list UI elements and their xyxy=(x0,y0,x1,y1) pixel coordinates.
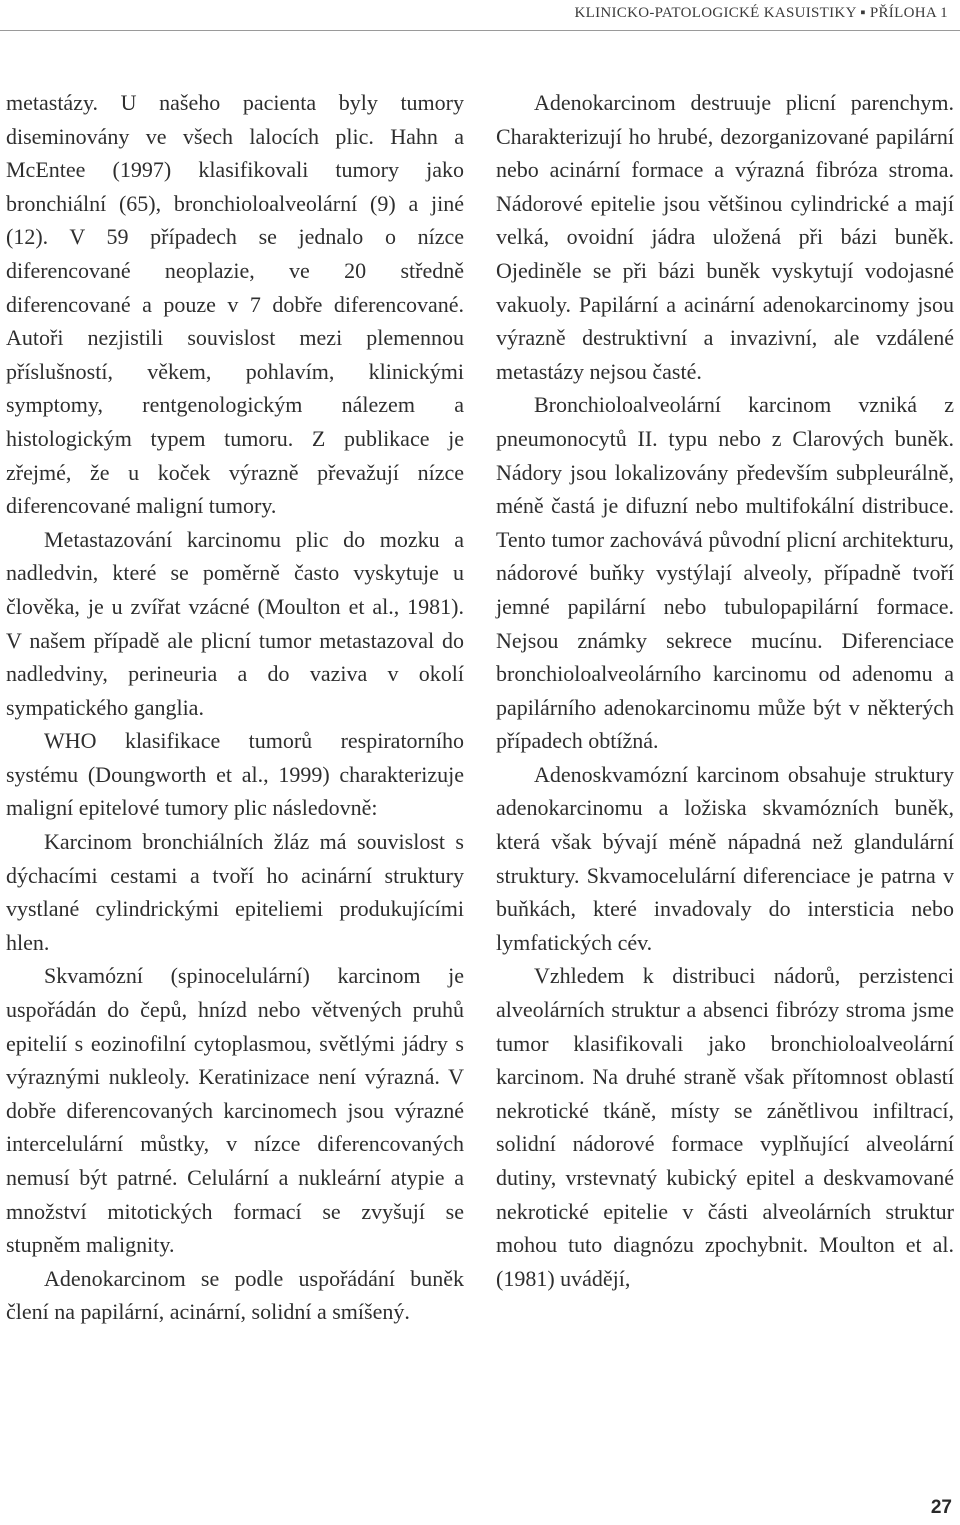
paragraph-adenocarcinoma-types: Adenokarcinom se podle uspořádání buněk člení na papilární, acinární, solidní a smíšený. xyxy=(6,1265,464,1325)
paragraph-squamous-carcinoma: Skvamózní (spinocelulární) karcinom je uspořádán do čepů, hnízd nebo větvených pruhů epitelií s eozinofilní cytoplasmou, světlými jádry s výraznými nukleoly. Keratinizace není výrazná. V dobře diferencovaných karcinomech jsou výrazné intercelulární můstky, v nízce diferencovaných nemusí být patrné. Celulární a nukleární atypie a množství mitotických formací se zvyšují se stupněm malignity. xyxy=(6,963,464,1258)
running-header xyxy=(0,0,960,31)
paragraph-adenosquamous-carcinoma: Adenoskvamózní karcinom obsahuje struktury adenokarcinomu a ložiska skvamózních buněk, která však bývají méně nápadná než glandulární struktury. Skvamocelulární diferenciace je patrna v buňkách, které invadovaly do intersticia nebo lymfatických cév. xyxy=(496,761,954,955)
page-number: 27 xyxy=(930,1497,952,1518)
right-column xyxy=(496,86,954,1295)
left-column xyxy=(6,86,464,1329)
paragraph-case-discussion: Vzhledem k distribuci nádorů, perzistenci alveolárních struktur a absenci fibrózy stroma jsme tumor klasifikovali jako bronchioloalveolární karcinom. Na druhé straně však přítomnost oblastí nekrotické tkáně, místy se zánětlivou infiltrací, solidní nádorové formace vyplňující alveolární dutiny, vrstevnatý kubický epitel a deskvamované nekrotické epitelie v části alveolárních struktur mohou tuto diagnózu zpochybnit. Moulton et al. (1981) uvádějí, xyxy=(496,963,954,1291)
paragraph-continuation: metastázy. U našeho pacienta byly tumory diseminovány ve všech lalocích plic. Hahn a McEntee (1997) klasifikovali tumory jako bronchiální (65), bronchioloalveolární (9) a jiné (12). V 59 případech se jednalo o nízce diferencované neoplazie, ve 20 středně diferencované a pouze v 7 dobře diferencované. Autoři nezjistili souvislost mezi plemennou příslušností, věkem, pohlavím, klinickými symptomy, rentgenologickým nálezem a histologickým typem tumoru. Z publikace je zřejmé, že u koček výrazně převažují nízce diferencované maligní tumory. xyxy=(6,90,464,519)
paragraph-metastasis: Metastazování karcinomu plic do mozku a nadledvin, které se poměrně často vyskytuje u člověka, je u zvířat vzácné (Moulton et al., 1981). V našem případě ale plicní tumor metastazoval do nadledviny, perineuria a do vaziva v okolí sympatického ganglia. xyxy=(6,526,464,720)
paragraph-adenocarcinoma: Adenokarcinom destruuje plicní parenchym. Charakterizují ho hrubé, dezorganizované papilární nebo acinární formace a výrazná fibróza stroma. Nádorové epitelie jsou většinou cylindrické a mají velká, ovoidní jádra uložená při bázi buněk. Ojediněle se při bázi buněk vyskytují vodojasné vakuoly. Papilární a acinární adenokarcinomy jsou výrazně destruktivní a invazivní, ale vzdálené metastázy nejsou časté. xyxy=(496,90,954,384)
paragraph-bronchioloalveolar-carcinoma: Bronchioloalveolární karcinom vzniká z pneumonocytů II. typu nebo z Clarových buněk. Nádory jsou lokalizovány především subpleurálně, méně častá je difuzní nebo multifokální distribuce. Tento tumor zachovává původní plicní architekturu, nádorové buňky vystýlají alveoly, případně tvoří jemné papilární nebo tubulopapilární formace. Nejsou známky sekrece mucínu. Diferenciace bronchioloalveolárního karcinomu od adenomu a papilárního adenokarcinomu může být v některých případech obtížná. xyxy=(496,392,954,754)
running-title: KLINICKO-PATOLOGICKÉ KASUISTIKY ▪ PŘÍLOHA 1 xyxy=(574,5,948,21)
paragraph-bronchial-gland-carcinoma: Karcinom bronchiálních žláz má souvislost s dýchacími cestami a tvoří ho acinární struktury vystlané cylindrickými epiteliemi produkujícími hlen. xyxy=(6,829,464,955)
paragraph-who-classification: WHO klasifikace tumorů respiratorního systému (Doungworth et al., 1999) charakterizuje maligní epitelové tumory plic následovně: xyxy=(6,728,464,821)
